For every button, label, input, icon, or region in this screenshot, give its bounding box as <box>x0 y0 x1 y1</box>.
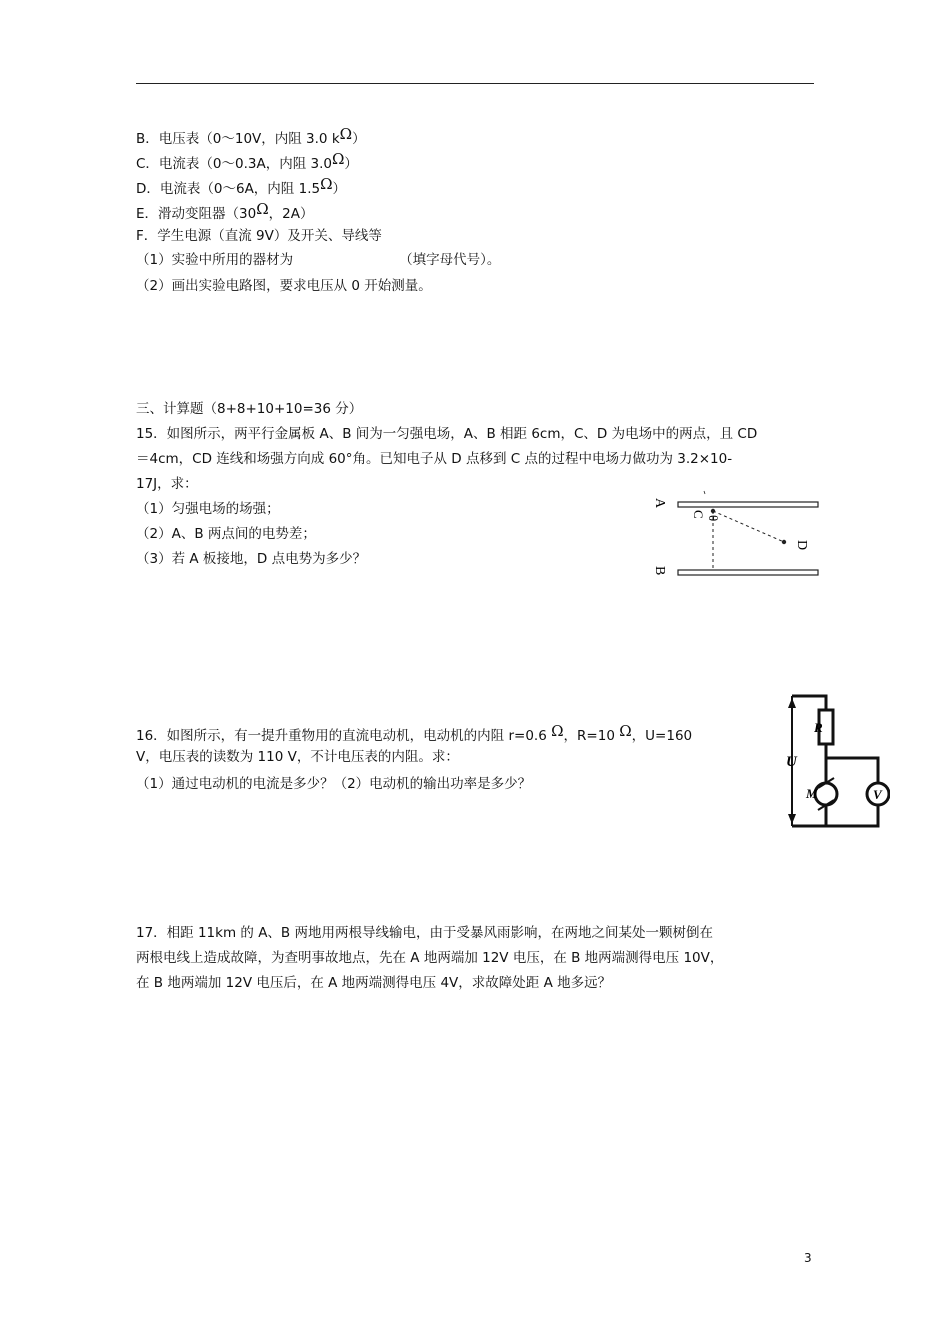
motor-m <box>815 783 837 805</box>
q16-line1 <box>136 722 693 746</box>
plate-a <box>678 502 818 507</box>
q15-part1: （1）匀强电场的场强； <box>136 501 280 517</box>
ohm-symbol: Ω <box>256 200 269 218</box>
option-c-text: C．电流表（0～0.3A，内阻 3.0 <box>136 156 332 172</box>
point-d <box>782 540 786 544</box>
q17-line2: 两根电线上造成故障，为查明事故地点，先在 A 地两端加 12V 电压，在 B 地两端测得电压 10V， <box>136 950 724 966</box>
stray-mark <box>704 491 705 494</box>
option-e-close: ，2A） <box>268 206 314 222</box>
option-d-text: D．电流表（0～6A，内阻 1.5 <box>136 181 321 197</box>
q16-text-c: ，U=160 <box>631 728 693 744</box>
q16-text-a: 16．如图所示，有一提升重物用的直流电动机，电动机的内阻 r=0.6 <box>136 728 547 744</box>
ohm-symbol: Ω <box>339 125 353 143</box>
label-m: M <box>806 786 818 801</box>
label-v: V <box>873 787 882 802</box>
option-e-text: E．滑动变阻器（30 <box>136 206 257 222</box>
q15-line1: 15．如图所示，两平行金属板 A、B 间为一匀强电场，A、B 相距 6cm，C、D 为电场中的两点，且 CD <box>136 426 758 442</box>
option-e <box>136 200 314 224</box>
q16-text-b: ，R=10 <box>563 728 615 744</box>
q15-part2: （2）A、B 两点间的电势差； <box>136 526 316 542</box>
q15-line3: 17J，求： <box>136 476 198 492</box>
option-f: F．学生电源（直流 9V）及开关、导线等 <box>136 228 382 244</box>
ohm-symbol: Ω <box>551 722 564 740</box>
option-c <box>136 150 358 174</box>
label-u: U <box>786 754 797 770</box>
option-b <box>136 125 366 149</box>
label-b: B <box>652 566 667 576</box>
q16-line2: V，电压表的读数为 110 V，不计电压表的内阻。求： <box>136 749 459 765</box>
label-r: R <box>814 720 823 735</box>
label-d: D <box>794 540 809 551</box>
option-c-close: ） <box>344 156 358 172</box>
q14-part1-text: （1）实验中所用的器材为 <box>136 252 294 268</box>
voltmeter-branch-bottom <box>826 806 878 826</box>
ohm-symbol: Ω <box>619 722 632 740</box>
label-c: C <box>691 510 706 519</box>
parallel-plates-figure <box>648 484 826 584</box>
arrow-up <box>788 698 796 708</box>
option-d-close: ） <box>332 181 347 197</box>
point-c <box>711 509 715 513</box>
section-title: 三、计算题（8+8+10+10=36 分） <box>136 401 363 417</box>
q15-line2: ＝4cm，CD 连线和场强方向成 60°角。已知电子从 D 点移到 C 点的过程中电场力做功为 3.2×10- <box>136 451 733 467</box>
page-number: 3 <box>804 1251 812 1265</box>
label-a: A <box>652 498 667 509</box>
option-b-close: ） <box>352 131 366 147</box>
q15-part3: （3）若 A 板接地，D 点电势为多少？ <box>136 551 367 567</box>
header-rule <box>136 83 814 84</box>
plate-b <box>678 570 818 575</box>
q16-line3: （1）通过电动机的电流是多少？（2）电动机的输出功率是多少？ <box>136 776 532 792</box>
q14-part1-hint: （填字母代号）。 <box>399 252 501 268</box>
q14-part2: （2）画出实验电路图，要求电压从 0 开始测量。 <box>136 278 432 294</box>
option-d <box>136 175 347 199</box>
cd-line <box>713 511 784 542</box>
ohm-symbol: Ω <box>331 150 345 168</box>
q14-part1 <box>136 250 500 270</box>
ohm-symbol: Ω <box>320 175 333 193</box>
motor-circuit-figure <box>778 686 890 832</box>
top-wire <box>792 696 826 710</box>
label-theta: θ <box>706 515 721 522</box>
arrow-down <box>788 814 796 824</box>
option-b-text: B．电压表（0～10V，内阻 3.0 k <box>136 131 340 147</box>
q17-line3: 在 B 地两端加 12V 电压后，在 A 地两端测得电压 4V，求故障处距 A 地多远？ <box>136 975 612 991</box>
q17-line1: 17．相距 11km 的 A、B 两地用两根导线输电，由于受暴风雨影响，在两地之间某处一颗树倒在 <box>136 925 713 941</box>
